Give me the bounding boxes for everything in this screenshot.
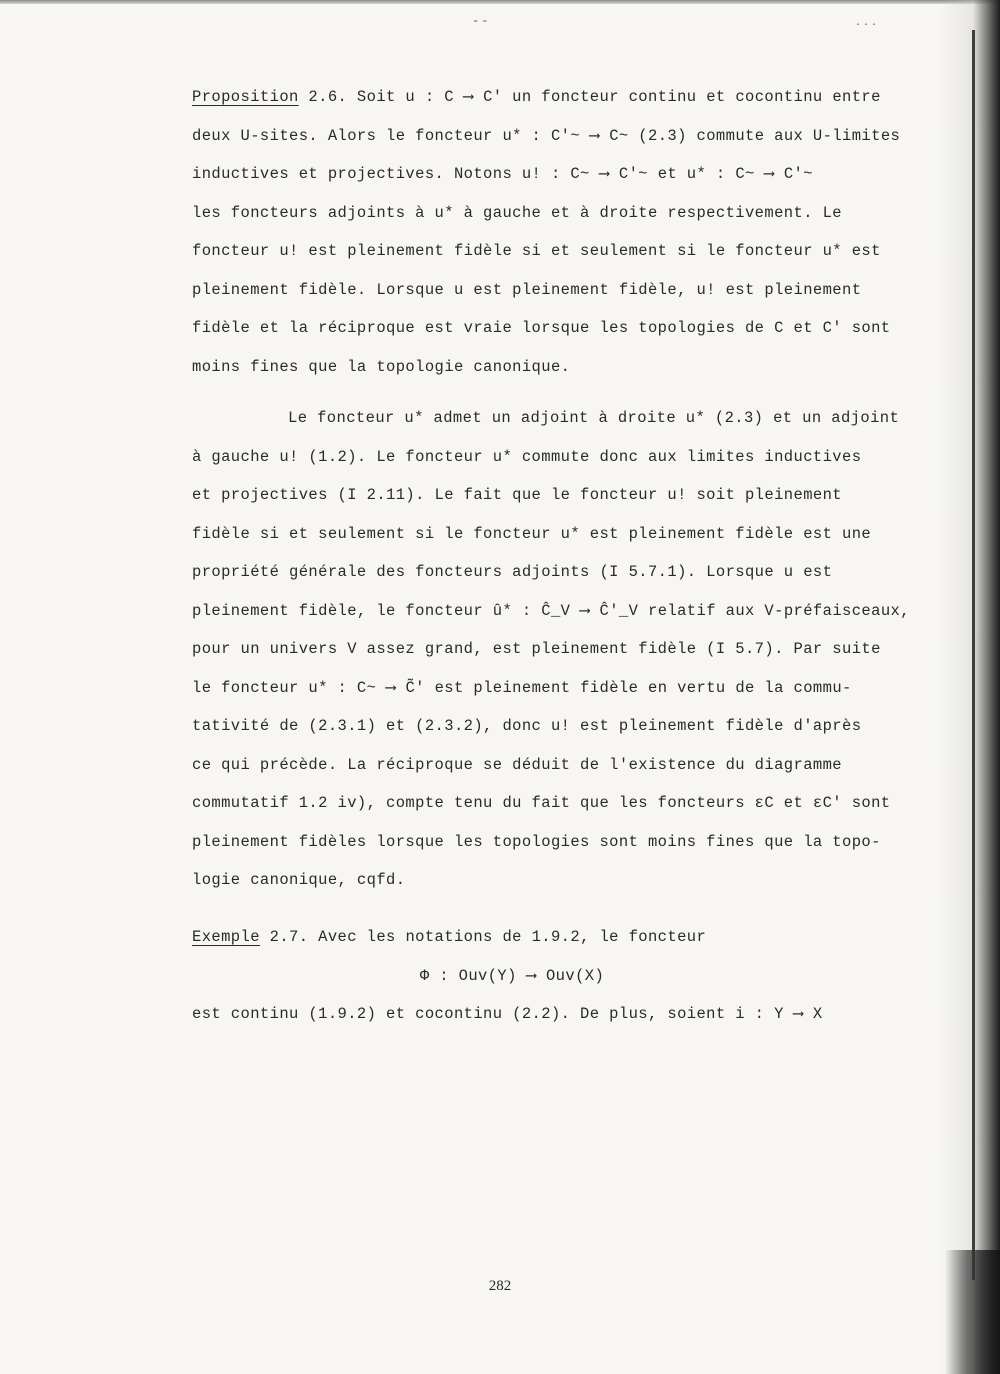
proof-line: à gauche u! (1.2). Le foncteur u* commute donc aux limites inductives	[192, 447, 862, 466]
proposition-line: pleinement fidèle. Lorsque u est pleinement fidèle, u! est pleinement	[192, 280, 862, 299]
proposition-line: foncteur u! est pleinement fidèle si et seulement si le foncteur u* est	[192, 242, 881, 260]
example-last-line: est continu (1.9.2) et cocontinu (2.2). De plus, soient i : Y ⟶ X	[192, 1005, 823, 1023]
page-number: 282	[488, 1278, 512, 1294]
example-formula: Φ : Ouv(Y) ⟶ Ouv(X)	[419, 966, 605, 985]
header-mark-right: ...	[855, 18, 880, 29]
proof-line: logie canonique, cqfd.	[192, 871, 406, 889]
proposition-line: les foncteurs adjoints à u* à gauche et à droite respectivement. Le	[192, 203, 843, 222]
proof-paragraph	[192, 399, 922, 900]
proof-line: pour un univers V assez grand, est pleinement fidèle (I 5.7). Par suite	[192, 640, 881, 658]
proposition-label: Proposition	[192, 88, 299, 106]
scan-binding-bottom-shadow	[945, 1250, 1000, 1374]
proposition-line: inductives et projectives. Notons u! : C~ ⟶ C'~ et u* : C~ ⟶ C'~	[192, 165, 813, 183]
proof-line: Le foncteur u* admet un adjoint à droite u* (2.3) et un adjoint	[288, 409, 900, 427]
proof-line: et projectives (I 2.11). Le fait que le foncteur u! soit pleinement	[192, 486, 843, 504]
example-first-line: 2.7. Avec les notations de 1.9.2, le foncteur	[259, 928, 707, 946]
proof-line: commutatif 1.2 iv), compte tenu du fait que les foncteurs εC et εC' sont	[192, 794, 891, 812]
proof-line: pleinement fidèle, le foncteur û* : Ĉ_V ⟶ Ĉ'_V relatif aux V-préfaisceaux,	[192, 601, 910, 620]
example-paragraph	[192, 918, 922, 1034]
proposition-line: fidèle et la réciproque est vraie lorsque les topologies de C et C' sont	[192, 319, 891, 337]
scan-binding-shadow	[940, 0, 1000, 1374]
proposition-line: moins fines que la topologie canonique.	[192, 357, 571, 376]
proof-line: tativité de (2.3.1) et (2.3.2), donc u! est pleinement fidèle d'après	[192, 717, 862, 735]
header-mark-left: --	[472, 14, 491, 28]
example-label: Exemple	[192, 928, 260, 946]
proof-line: fidèle si et seulement si le foncteur u* est pleinement fidèle est une	[192, 524, 872, 543]
proof-line: ce qui précède. La réciproque se déduit de l'existence du diagramme	[192, 755, 843, 774]
proof-line: propriété générale des foncteurs adjoints (I 5.7.1). Lorsque u est	[192, 563, 833, 581]
proof-line: le foncteur u* : C~ ⟶ C̃' est pleinement fidèle en vertu de la commu-	[192, 678, 852, 697]
scan-binding-line	[972, 30, 975, 1280]
proposition-paragraph	[192, 78, 922, 386]
proposition-line: deux U-sites. Alors le foncteur u* : C'~ ⟶ C~ (2.3) commute aux U-limites	[192, 126, 901, 145]
proposition-line: 2.6. Soit u : C ⟶ C' un foncteur continu et cocontinu entre	[298, 88, 881, 106]
page-top-edge	[0, 0, 1000, 4]
proof-line: pleinement fidèles lorsque les topologies sont moins fines que la topo-	[192, 832, 881, 851]
